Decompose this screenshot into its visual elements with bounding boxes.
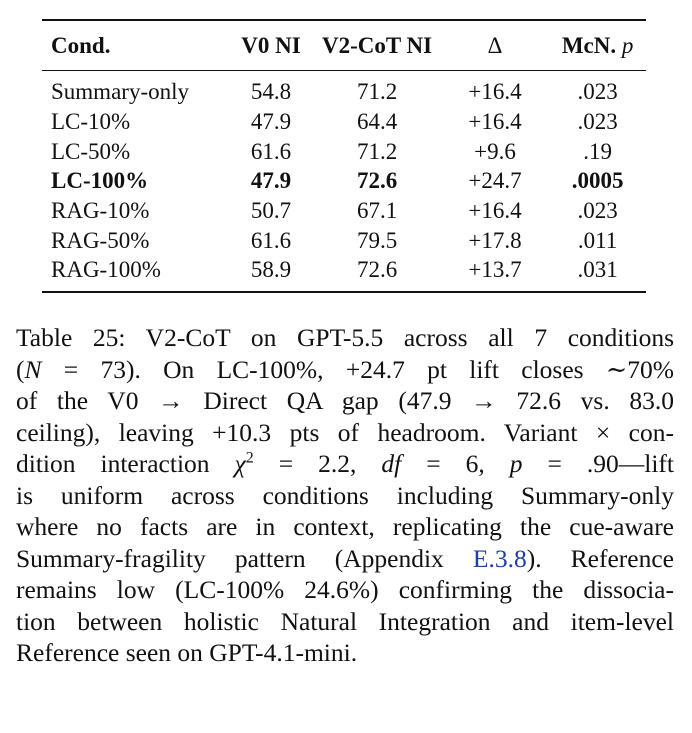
cell-mcnemar-p: .023: [577, 109, 618, 135]
table-header-row: [42, 20, 646, 71]
cell-delta: +17.8: [468, 227, 522, 253]
cell-v0-ni: 47.9: [250, 168, 292, 194]
caption-text: = .90—lift: [522, 449, 674, 478]
caption-math-sup: 2: [245, 449, 254, 467]
cell-v2-cot-ni: 71.2: [356, 79, 398, 105]
cell-v2-cot-ni: 79.5: [356, 227, 398, 253]
caption-text: = 73). On LC-100%, +24.7 pt lift closes ∼70%: [41, 354, 674, 384]
table-row: [42, 166, 646, 196]
caption-line: Reference seen on GPT-4.1-mini.: [16, 638, 358, 667]
header-p-symbol: p: [621, 33, 634, 58]
table-row: [42, 136, 646, 166]
caption-text: dition interaction: [16, 449, 235, 478]
caption-line: of the V0 → Direct QA gap (47.9 → 72.6 vs. 83.0: [16, 386, 674, 415]
header-v0-ni: V0 NI: [241, 33, 301, 58]
cell-cond: RAG-100%: [51, 257, 161, 283]
caption-line: tion between holistic Natural Integration and item-level: [16, 606, 674, 636]
cell-mcnemar-p: .023: [577, 79, 618, 105]
caption-line: where no facts are in context, replicating the cue-aware: [16, 512, 674, 541]
table-caption: [16, 322, 674, 669]
cell-delta: +9.6: [474, 138, 516, 164]
cell-cond: LC-10%: [51, 109, 131, 135]
cell-v0-ni: 54.8: [250, 79, 292, 105]
table-row: [42, 225, 646, 255]
cell-cond: RAG-10%: [51, 198, 150, 224]
caption-math-chi: χ: [234, 449, 246, 478]
cell-delta: +24.7: [468, 168, 522, 194]
cell-delta: +16.4: [468, 79, 522, 105]
cell-mcnemar-p: .011: [577, 227, 618, 253]
cell-mcnemar-p: .023: [577, 198, 618, 224]
header-cond: Cond.: [51, 33, 111, 58]
cell-v2-cot-ni: 72.6: [356, 168, 398, 194]
caption-text: Summary-fragility pattern (Appendix: [16, 543, 473, 573]
caption-line: ceiling), leaving +10.3 pts of headroom. Variant × con-: [16, 417, 674, 447]
cell-mcnemar-p: .19: [583, 138, 612, 164]
caption-line: is uniform across conditions including Summary-only: [16, 480, 674, 510]
caption-line: [16, 543, 674, 575]
caption-text: = 2.2,: [253, 449, 382, 478]
cell-delta: +16.4: [468, 198, 522, 224]
results-table-container: [42, 19, 646, 293]
caption-math-p: p: [509, 449, 523, 478]
cell-v2-cot-ni: 72.6: [356, 257, 398, 283]
cell-v0-ni: 61.6: [250, 227, 292, 253]
caption-text: = 6,: [401, 449, 510, 478]
cell-v0-ni: 50.7: [250, 198, 292, 224]
cell-v0-ni: 61.6: [250, 138, 292, 164]
header-mcn-label: McN.: [561, 33, 617, 58]
header-delta-symbol: Δ: [487, 33, 503, 58]
table-row: [42, 107, 646, 137]
table-body: [42, 71, 646, 292]
cell-delta: +16.4: [468, 109, 522, 135]
caption-math-df: df: [381, 449, 402, 478]
header-delta: [441, 20, 549, 71]
cell-cond: RAG-50%: [51, 227, 150, 253]
header-mcnemar-p: [549, 20, 646, 71]
cell-mcnemar-p: .0005: [571, 168, 624, 194]
caption-line: [16, 448, 674, 480]
header-v2-cot-ni: V2-CoT NI: [322, 33, 433, 58]
caption-math-n: N: [24, 354, 42, 384]
caption-text: ). Reference: [526, 543, 674, 573]
caption-line: remains low (LC-100% 24.6%) confirming the dissocia-: [16, 575, 674, 604]
cell-cond: Summary-only: [51, 79, 189, 105]
cell-v0-ni: 58.9: [250, 257, 292, 283]
table-row: [42, 71, 646, 107]
cell-mcnemar-p: .031: [577, 257, 618, 283]
caption-line: [16, 354, 674, 386]
cell-delta: +13.7: [468, 257, 522, 283]
cell-v2-cot-ni: 64.4: [356, 109, 398, 135]
appendix-link[interactable]: E.3.8: [472, 543, 527, 573]
cell-v2-cot-ni: 67.1: [356, 198, 398, 224]
results-table: [42, 19, 646, 293]
caption-line: Table 25: V2-CoT on GPT-5.5 across all 7 conditions: [16, 323, 674, 352]
cell-cond: LC-100%: [51, 168, 149, 194]
cell-cond: LC-50%: [51, 138, 131, 164]
table-row: [42, 196, 646, 226]
table-row: [42, 255, 646, 292]
caption-text: (: [16, 354, 25, 384]
cell-v0-ni: 47.9: [250, 109, 292, 135]
cell-v2-cot-ni: 71.2: [356, 138, 398, 164]
